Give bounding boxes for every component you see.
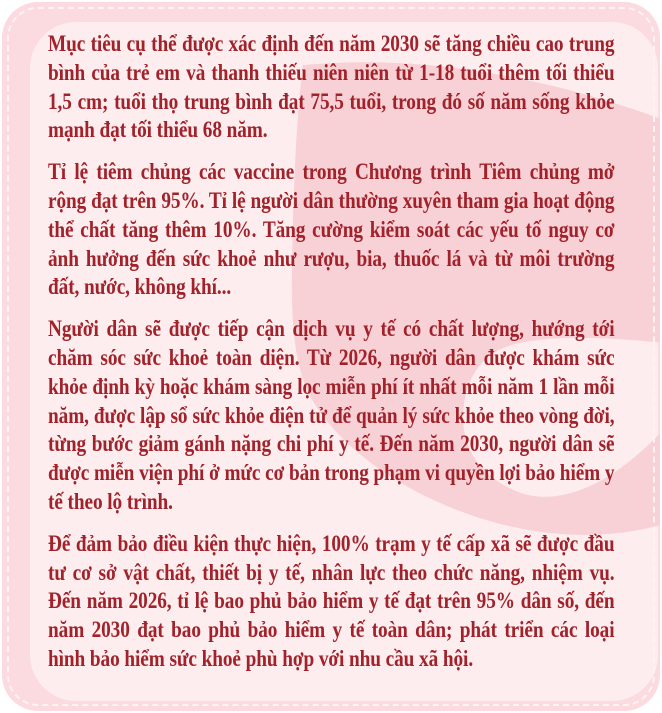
- paragraph-healthcare-access: Người dân sẽ được tiếp cận dịch vụ y tế có chất lượng, hướng tới chăm sóc sức khoẻ toàn diện. Từ 2026, người dân được khám sức khỏe định kỳ hoặc khám sàng lọc miễn phí ít nhất mỗi năm 1 lần mỗi năm, được lập sổ sức khỏe điện tử để quản lý sức khỏe theo vòng đời, từng bước giảm gánh nặng chi phí y tế. Đến năm 2030, người dân sẽ được miễn viện phí ở mức cơ bản trong phạm vi quyền lợi bảo hiểm y tế theo lộ trình.: [48, 316, 615, 514]
- article-body: [48, 30, 614, 674]
- paragraph-vaccination: Tỉ lệ tiêm chủng các vaccine trong Chương trình Tiêm chủng mở rộng đạt trên 95%. Tỉ lệ người dân thường xuyên tham gia hoạt động thể chất tăng thêm 10%. Tăng cường kiểm soát các yếu tố nguy cơ ảnh hưởng đến sức khoẻ như rượu, bia, thuốc lá và từ môi trường đất, nước, không khí...: [48, 159, 615, 300]
- paragraph-insurance-coverage: Để đảm bảo điều kiện thực hiện, 100% trạm y tế cấp xã sẽ được đầu tư cơ sở vật chất, thiết bị y tế, nhân lực theo chức năng, nhiệm vụ. Đến năm 2026, tỉ lệ bao phủ bảo hiểm y tế đạt trên 95% dân số, đến năm 2030 đạt bao phủ bảo hiểm y tế toàn dân; phát triển các loại hình bảo hiểm sức khoẻ phù hợp với nhu cầu xã hội.: [48, 530, 615, 671]
- paragraph-health-targets: Mục tiêu cụ thể được xác định đến năm 2030 sẽ tăng chiều cao trung bình của trẻ em và thanh thiếu niên niên từ 1-18 tuổi thêm tối thiểu 1,5 cm; tuổi thọ trung bình đạt 75,5 tuổi, trong đó số năm sống khỏe mạnh đạt tối thiểu 68 năm.: [48, 31, 615, 143]
